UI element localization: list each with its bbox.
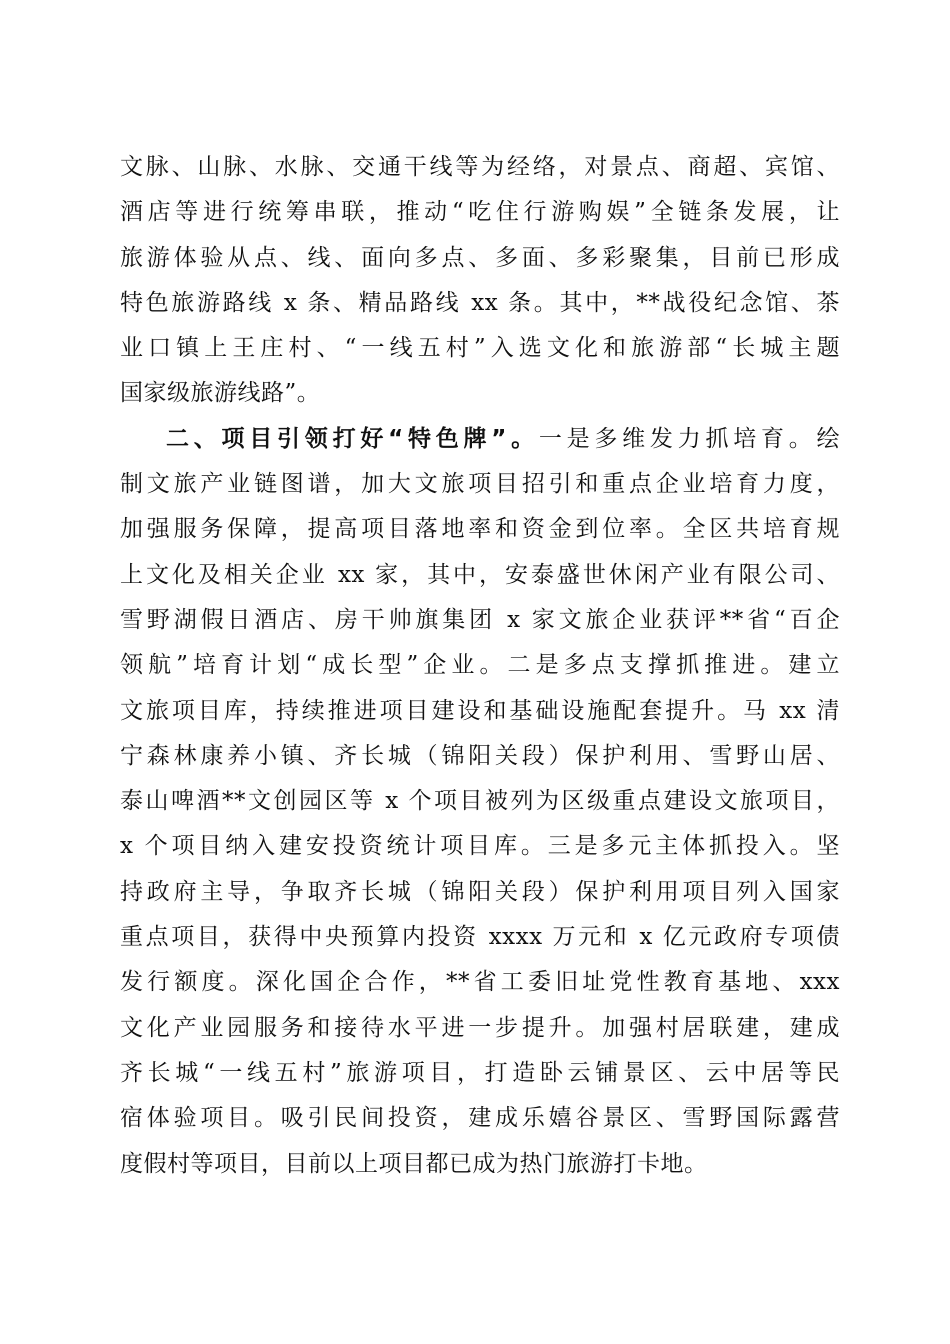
text-line: 特色旅游路线 x 条、精品路线 xx 条。其中，**战役纪念馆、茶 <box>120 289 840 316</box>
text-line: 度假村等项目，目前以上项目都已成为热门旅游打卡地。 <box>120 1150 708 1177</box>
text-line: 制文旅产业链图谱，加大文旅项目招引和重点企业培育力度， <box>120 471 840 498</box>
document-body <box>120 145 840 1187</box>
text-line: 文化产业园服务和接待水平进一步提升。加强村居联建，建成 <box>120 1014 840 1041</box>
text-line: 发行额度。深化国企合作，**省工委旧址党性教育基地、xxx <box>120 969 840 996</box>
text-line: 文脉、山脉、水脉、交通干线等为经络，对景点、商超、宾馆、 <box>120 154 840 180</box>
text-line: 国家级旅游线路”。 <box>120 380 321 407</box>
text-line: 上文化及相关企业 xx 家，其中，安泰盛世休闲产业有限公司、 <box>120 561 840 588</box>
text-line: 持政府主导，争取齐长城（锦阳关段）保护利用项目列入国家 <box>120 878 840 905</box>
text-line: 重点项目，获得中央预算内投资 xxxx 万元和 x 亿元政府专项债 <box>120 924 840 951</box>
paragraph-2 <box>120 417 840 1187</box>
text-line: 业口镇上王庄村、“一线五村”入选文化和旅游部“长城主题 <box>120 335 840 362</box>
text-line: 宁森林康养小镇、齐长城（锦阳关段）保护利用、雪野山居、 <box>120 742 840 769</box>
paragraph-1 <box>120 145 840 417</box>
text-line: 加强服务保障，提高项目落地率和资金到位率。全区共培育规 <box>120 516 840 543</box>
text-line: 酒店等进行统筹串联，推动“吃住行游购娱”全链条发展，让 <box>120 199 840 226</box>
text-line: 旅游体验从点、线、面向多点、多面、多彩聚集，目前已形成 <box>120 244 840 271</box>
text-span: 一是多维发力抓培育。绘 <box>538 425 841 452</box>
text-line: 齐长城“一线五村”旅游项目，打造卧云铺景区、云中居等民 <box>120 1059 840 1086</box>
section-heading: 二、项目引领打好“特色牌”。 <box>166 425 539 452</box>
text-line: 文旅项目库，持续推进项目建设和基础设施配套提升。马 xx 清 <box>120 697 840 724</box>
text-line: 泰山啤酒**文创园区等 x 个项目被列为区级重点建设文旅项目， <box>120 788 840 815</box>
text-line: 领航”培育计划“成长型”企业。二是多点支撑抓推进。建立 <box>120 652 840 679</box>
text-line: 宿体验项目。吸引民间投资，建成乐嬉谷景区、雪野国际露营 <box>120 1105 840 1132</box>
paragraph-first-line <box>120 417 840 462</box>
text-line: x 个项目纳入建安投资统计项目库。三是多元主体抓投入。坚 <box>120 833 840 860</box>
text-line: 雪野湖假日酒店、房干帅旗集团 x 家文旅企业获评**省“百企 <box>120 606 840 633</box>
